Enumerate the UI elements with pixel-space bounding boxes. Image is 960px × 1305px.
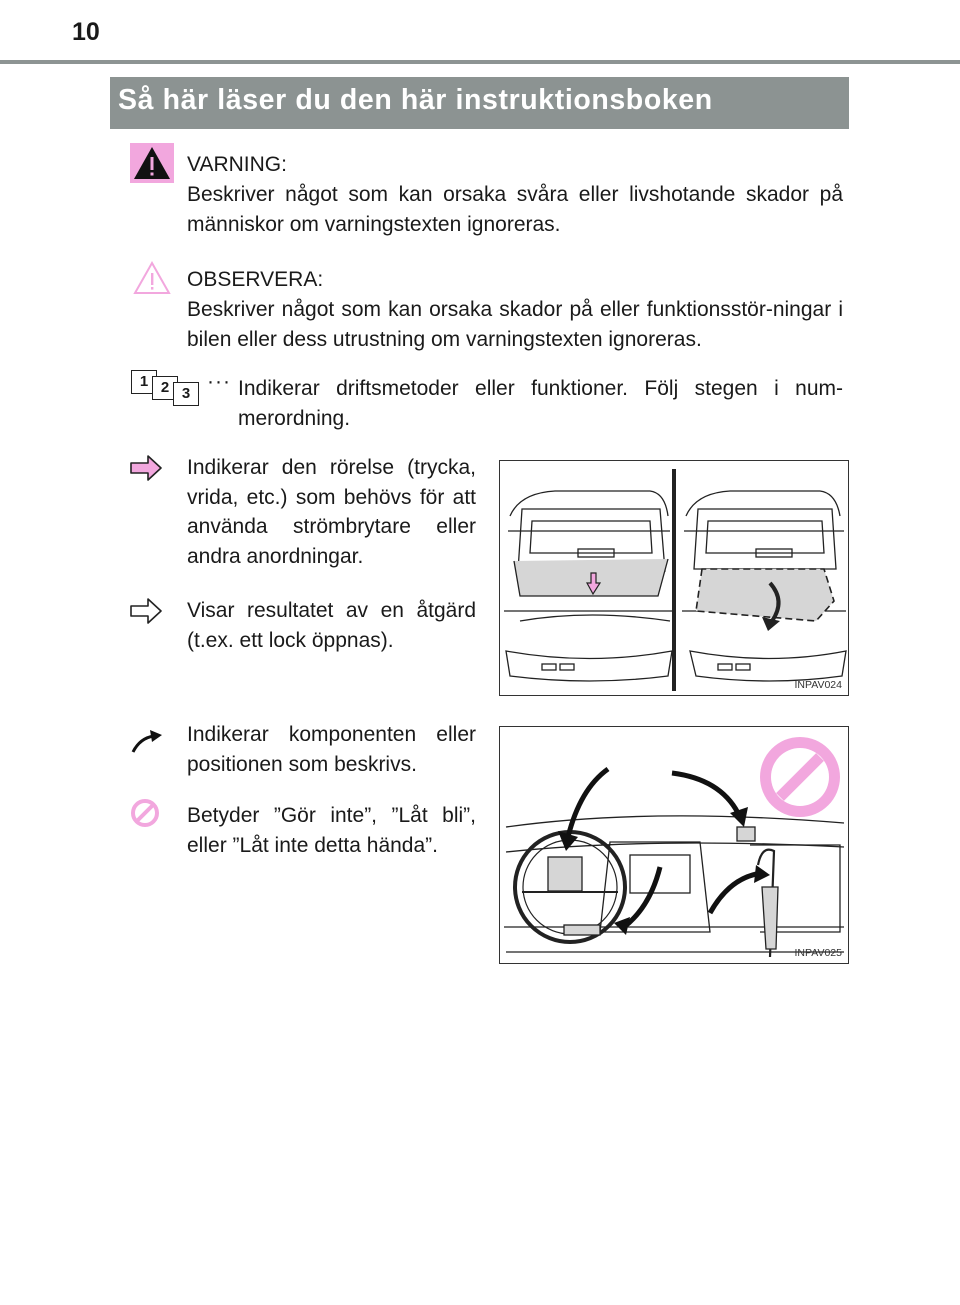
figure-caption: INPAV024: [794, 679, 842, 691]
steps-text: Indikerar driftsmetoder eller funktioner. Följ stegen i num-merordning.: [238, 377, 843, 430]
warning-triangle-outline-icon: [130, 258, 174, 298]
warning-triangle-filled-icon: [130, 143, 174, 183]
figure-overhead-console: [499, 460, 849, 696]
step-number-2: 2: [152, 376, 178, 400]
do-not-text: Betyder ”Gör inte”, ”Låt bli”, eller ”Låt inte detta hända”.: [187, 804, 476, 857]
step-number-3: 3: [173, 382, 199, 406]
section-title: Så här läser du den här instruktionsboken: [118, 84, 713, 116]
action-arrow-text: Indikerar den rörelse (trycka, vrida, etc.) som behövs för att använda strömbrytare eller andra anordningar.: [187, 456, 476, 568]
warning-text: Beskriver något som kan orsaka svåra eller livshotande skador på människor om varningstexten ignoreras.: [187, 183, 843, 236]
outline-arrow-icon: [130, 598, 162, 624]
steps-dots: ···: [207, 370, 231, 393]
prohibition-icon: [130, 798, 160, 828]
curved-pointer-arrow-icon: [130, 728, 164, 756]
component-arrow-text: Indikerar komponenten eller positionen som beskrivs.: [187, 723, 476, 776]
figure-caption: INPAV025: [794, 947, 842, 959]
page-number: 10: [72, 18, 100, 46]
numbered-steps-icon: [131, 370, 203, 406]
caution-title: OBSERVERA:: [187, 268, 324, 291]
header-rule: [0, 60, 960, 64]
warning-title: VARNING:: [187, 153, 287, 176]
figure-dashboard: [499, 726, 849, 964]
caution-text: Beskriver något som kan orsaka skador på eller funktionsstör-ningar i bilen eller dess utrustning om varningstexten ignoreras.: [187, 298, 843, 351]
result-arrow-text: Visar resultatet av en åtgärd (t.ex. ett lock öppnas).: [187, 599, 476, 652]
step-number-1: 1: [131, 370, 157, 394]
filled-arrow-icon: [130, 455, 162, 481]
